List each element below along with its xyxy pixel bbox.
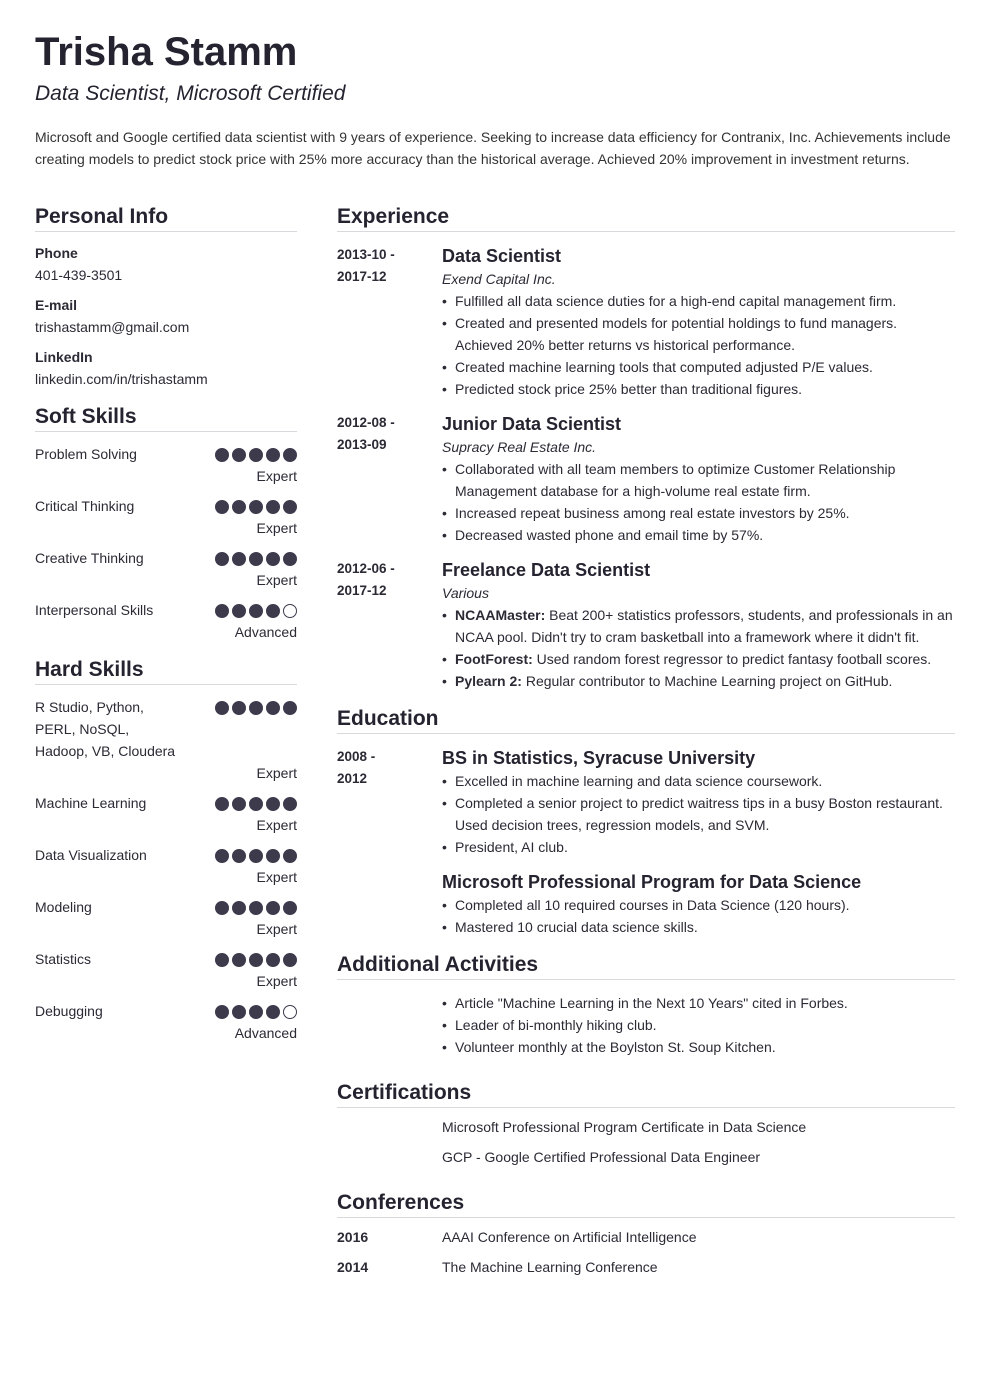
email-value: trishastamm@gmail.com: [35, 319, 190, 335]
bullet-item: [442, 312, 955, 356]
filled-dot-icon: [249, 849, 263, 863]
filled-dot-icon: [266, 448, 280, 462]
entry-date: [337, 558, 437, 602]
bullet-item: • Volunteer monthly at the Boylston St. Soup Kitchen.: [442, 1036, 955, 1058]
filled-dot-icon: [232, 604, 246, 618]
company-name: Supracy Real Estate Inc.: [442, 439, 597, 455]
bullet-list: [442, 894, 955, 938]
phone-item: [35, 242, 297, 286]
experience-list: [337, 244, 955, 692]
date-end: 2017-12: [337, 583, 387, 598]
left-column: [35, 204, 297, 1054]
filled-dot-icon: [283, 701, 297, 715]
filled-dot-icon: [266, 1005, 280, 1019]
filled-dot-icon: [232, 552, 246, 566]
bullet-text: Created machine learning tools that computed adjusted P/E values.: [455, 359, 873, 375]
hard-skills-list: [35, 696, 297, 1044]
bullet-item: • Mastered 10 crucial data science skills.: [442, 916, 955, 938]
entry-body: [442, 412, 955, 546]
filled-dot-icon: [232, 701, 246, 715]
filled-dot-icon: [283, 849, 297, 863]
conferences-list: [337, 1226, 955, 1278]
company-name: Various: [442, 585, 489, 601]
skill-rating: [215, 797, 297, 811]
linkedin-item: [35, 346, 297, 390]
entry-body: [442, 558, 955, 692]
bullet-list: [442, 290, 955, 400]
conference-item: [337, 1226, 955, 1248]
filled-dot-icon: [215, 604, 229, 618]
certification-item: [337, 1146, 955, 1168]
filled-dot-icon: [232, 1005, 246, 1019]
filled-dot-icon: [249, 901, 263, 915]
skill-rating: [215, 604, 297, 618]
bullet-text: Increased repeat business among real estate investors by 25%.: [455, 505, 850, 521]
filled-dot-icon: [232, 901, 246, 915]
conference-year: 2014: [337, 1259, 369, 1275]
skill-name: Interpersonal Skills: [35, 602, 154, 618]
linkedin-value: linkedin.com/in/trishastamm: [35, 371, 208, 387]
degree-title: BS in Statistics, Syracuse University: [442, 748, 756, 768]
entry-date: [337, 746, 437, 790]
phone-value: 401-439-3501: [35, 267, 123, 283]
skill-name: Creative Thinking: [35, 550, 144, 566]
filled-dot-icon: [266, 953, 280, 967]
phone-label: Phone: [35, 245, 78, 261]
skill-level: Expert: [256, 973, 297, 989]
entry-body: [442, 244, 955, 400]
conference-name: AAAI Conference on Artificial Intelligence: [442, 1229, 697, 1245]
experience-heading: Experience: [337, 204, 955, 232]
skill-level: Expert: [256, 921, 297, 937]
filled-dot-icon: [215, 701, 229, 715]
filled-dot-icon: [215, 552, 229, 566]
skill-item: [35, 948, 297, 992]
filled-dot-icon: [266, 849, 280, 863]
filled-dot-icon: [215, 901, 229, 915]
date-end: 2017-12: [337, 269, 387, 284]
skill-rating: [215, 500, 297, 514]
skill-item: [35, 844, 297, 888]
certifications-list: [337, 1116, 955, 1168]
skill-rating: [215, 701, 297, 715]
filled-dot-icon: [266, 701, 280, 715]
experience-entry: [337, 558, 955, 692]
skill-rating: [215, 901, 297, 915]
date-end: 2012: [337, 771, 368, 786]
resume-name: Trisha Stamm: [35, 30, 298, 74]
date-start: 2012-06 -: [337, 561, 395, 576]
filled-dot-icon: [283, 901, 297, 915]
job-title: Junior Data Scientist: [442, 414, 622, 434]
filled-dot-icon: [266, 604, 280, 618]
skill-name: Debugging: [35, 1003, 103, 1019]
filled-dot-icon: [249, 500, 263, 514]
skill-item: [35, 1000, 297, 1044]
bullet-item: • Article "Machine Learning in the Next 10 Years" cited in Forbes.: [442, 992, 955, 1014]
hard-skills-heading: Hard Skills: [35, 657, 297, 685]
date-end: 2013-09: [337, 437, 387, 452]
job-title: Freelance Data Scientist: [442, 560, 651, 580]
filled-dot-icon: [215, 797, 229, 811]
bullet-text: Regular contributor to Machine Learning project on GitHub.: [521, 673, 893, 689]
bullet-text: Used random forest regressor to predict fantasy football scores.: [532, 651, 932, 667]
bullet-text: Fulfilled all data science duties for a high-end capital management firm.: [455, 293, 897, 309]
company-name: Exend Capital Inc.: [442, 271, 556, 287]
bullet-item: [442, 356, 955, 378]
certification-name: GCP - Google Certified Professional Data Engineer: [442, 1149, 761, 1165]
bullet-item: • Completed a senior project to predict waitress tips in a busy Boston restaurant. Used decision trees, regression models, and SVM.: [442, 792, 955, 836]
soft-skills-list: [35, 443, 297, 643]
bullet-list: [442, 458, 955, 546]
skill-level: Expert: [256, 572, 297, 588]
skill-name: Data Visualization: [35, 847, 147, 863]
conference-year: 2016: [337, 1229, 369, 1245]
bullet-item: [442, 290, 955, 312]
bullet-bold: NCAAMaster:: [455, 607, 546, 623]
skill-level: Advanced: [234, 624, 297, 640]
bullet-text: Created and presented models for potential holdings to fund managers. Achieved 20% better returns vs historical performance.: [455, 315, 898, 353]
bullet-item: • Leader of bi-monthly hiking club.: [442, 1014, 955, 1036]
skill-item: [35, 896, 297, 940]
conferences-heading: Conferences: [337, 1190, 955, 1218]
filled-dot-icon: [283, 552, 297, 566]
bullet-text: Collaborated with all team members to optimize Customer Relationship Management database for a high-volume real estate firm.: [455, 461, 896, 499]
education-list: [337, 746, 955, 938]
experience-entry: [337, 412, 955, 546]
skill-name: Machine Learning: [35, 795, 147, 811]
filled-dot-icon: [249, 448, 263, 462]
certification-name: Microsoft Professional Program Certificate in Data Science: [442, 1119, 807, 1135]
bullet-bold: FootForest:: [455, 651, 533, 667]
bullet-item: [442, 502, 955, 524]
skill-rating: [215, 849, 297, 863]
bullet-item: [442, 378, 955, 400]
resume-summary: Microsoft and Google certified data scientist with 9 years of experience. Seeking to increase data efficiency for Contranix, Inc. Achievements include creating models to predict stock price with 25% more accuracy than the historical average. Achieved 20% improvement in investment returns.: [35, 129, 951, 167]
linkedin-label: LinkedIn: [35, 349, 93, 365]
bullet-list: [442, 770, 955, 858]
bullet-item: [442, 648, 955, 670]
skill-name: Problem Solving: [35, 446, 137, 462]
bullet-bold: Pylearn 2:: [455, 673, 522, 689]
certifications-heading: Certifications: [337, 1080, 955, 1108]
skill-name: Modeling: [35, 899, 92, 915]
bullet-text: Predicted stock price 25% better than traditional figures.: [455, 381, 803, 397]
filled-dot-icon: [215, 448, 229, 462]
skill-name: Statistics: [35, 951, 92, 967]
filled-dot-icon: [249, 604, 263, 618]
right-column: [337, 204, 955, 1278]
entry-date: [337, 244, 437, 288]
skill-level: Expert: [256, 765, 297, 781]
filled-dot-icon: [215, 849, 229, 863]
filled-dot-icon: [266, 901, 280, 915]
experience-entry: [337, 244, 955, 400]
filled-dot-icon: [232, 797, 246, 811]
filled-dot-icon: [232, 448, 246, 462]
skill-level: Expert: [256, 468, 297, 484]
filled-dot-icon: [232, 953, 246, 967]
filled-dot-icon: [215, 500, 229, 514]
activities-entry: [337, 992, 955, 1058]
bullet-item: [442, 458, 955, 502]
empty-dot-icon: [283, 604, 297, 618]
skill-item: [35, 696, 297, 784]
skill-rating: [215, 953, 297, 967]
activities-list: [442, 992, 955, 1058]
empty-dot-icon: [283, 1005, 297, 1019]
bullet-item: • Excelled in machine learning and data science coursework.: [442, 770, 955, 792]
entry-body: [442, 746, 955, 858]
education-entry: [337, 746, 955, 858]
education-heading: Education: [337, 706, 955, 734]
skill-level: Expert: [256, 869, 297, 885]
date-start: 2012-08 -: [337, 415, 395, 430]
filled-dot-icon: [266, 797, 280, 811]
skill-level: Advanced: [234, 1025, 297, 1041]
bullet-text: Decreased wasted phone and email time by 57%.: [455, 527, 764, 543]
date-start: 2013-10 -: [337, 247, 395, 262]
soft-skills-heading: Soft Skills: [35, 404, 297, 432]
resume-title: Data Scientist, Microsoft Certified: [35, 82, 346, 105]
entry-body: [442, 870, 955, 938]
filled-dot-icon: [232, 500, 246, 514]
bullet-item: [442, 524, 955, 546]
certification-item: [337, 1116, 955, 1138]
bullet-item: [442, 604, 955, 648]
filled-dot-icon: [249, 797, 263, 811]
filled-dot-icon: [215, 953, 229, 967]
personal-info-heading: Personal Info: [35, 204, 297, 232]
filled-dot-icon: [266, 500, 280, 514]
date-start: 2008 -: [337, 749, 376, 764]
skill-item: [35, 599, 297, 643]
skill-level: Expert: [256, 817, 297, 833]
entry-date: [337, 412, 437, 456]
filled-dot-icon: [266, 552, 280, 566]
job-title: Data Scientist: [442, 246, 562, 266]
skill-name: Critical Thinking: [35, 498, 135, 514]
skill-item: [35, 547, 297, 591]
filled-dot-icon: [283, 500, 297, 514]
filled-dot-icon: [215, 1005, 229, 1019]
education-entry: [337, 870, 955, 938]
filled-dot-icon: [249, 701, 263, 715]
skill-name: R Studio, Python, PERL, NoSQL, Hadoop, VB, Cloudera: [35, 699, 176, 759]
bullet-item: • President, AI club.: [442, 836, 955, 858]
skill-rating: [215, 448, 297, 462]
email-label: E-mail: [35, 297, 78, 313]
conference-item: [337, 1256, 955, 1278]
bullet-item: • Completed all 10 required courses in Data Science (120 hours).: [442, 894, 955, 916]
skill-item: [35, 495, 297, 539]
skill-rating: [215, 1005, 297, 1019]
degree-title: Microsoft Professional Program for Data Science: [442, 872, 862, 892]
skill-level: Expert: [256, 520, 297, 536]
skill-item: [35, 792, 297, 836]
bullet-text: Beat 200+ statistics professors, students, and professionals in an NCAA pool. Didn't try to cram basketball into a framework where it didn't fit.: [455, 607, 953, 645]
filled-dot-icon: [283, 448, 297, 462]
skill-rating: [215, 552, 297, 566]
filled-dot-icon: [249, 1005, 263, 1019]
filled-dot-icon: [232, 849, 246, 863]
filled-dot-icon: [249, 552, 263, 566]
activities-heading: Additional Activities: [337, 952, 955, 980]
email-item: [35, 294, 297, 338]
filled-dot-icon: [249, 953, 263, 967]
filled-dot-icon: [283, 953, 297, 967]
filled-dot-icon: [283, 797, 297, 811]
conference-name: The Machine Learning Conference: [442, 1259, 658, 1275]
bullet-list: [442, 604, 955, 692]
bullet-item: [442, 670, 955, 692]
skill-item: [35, 443, 297, 487]
personal-info-list: [35, 242, 297, 390]
